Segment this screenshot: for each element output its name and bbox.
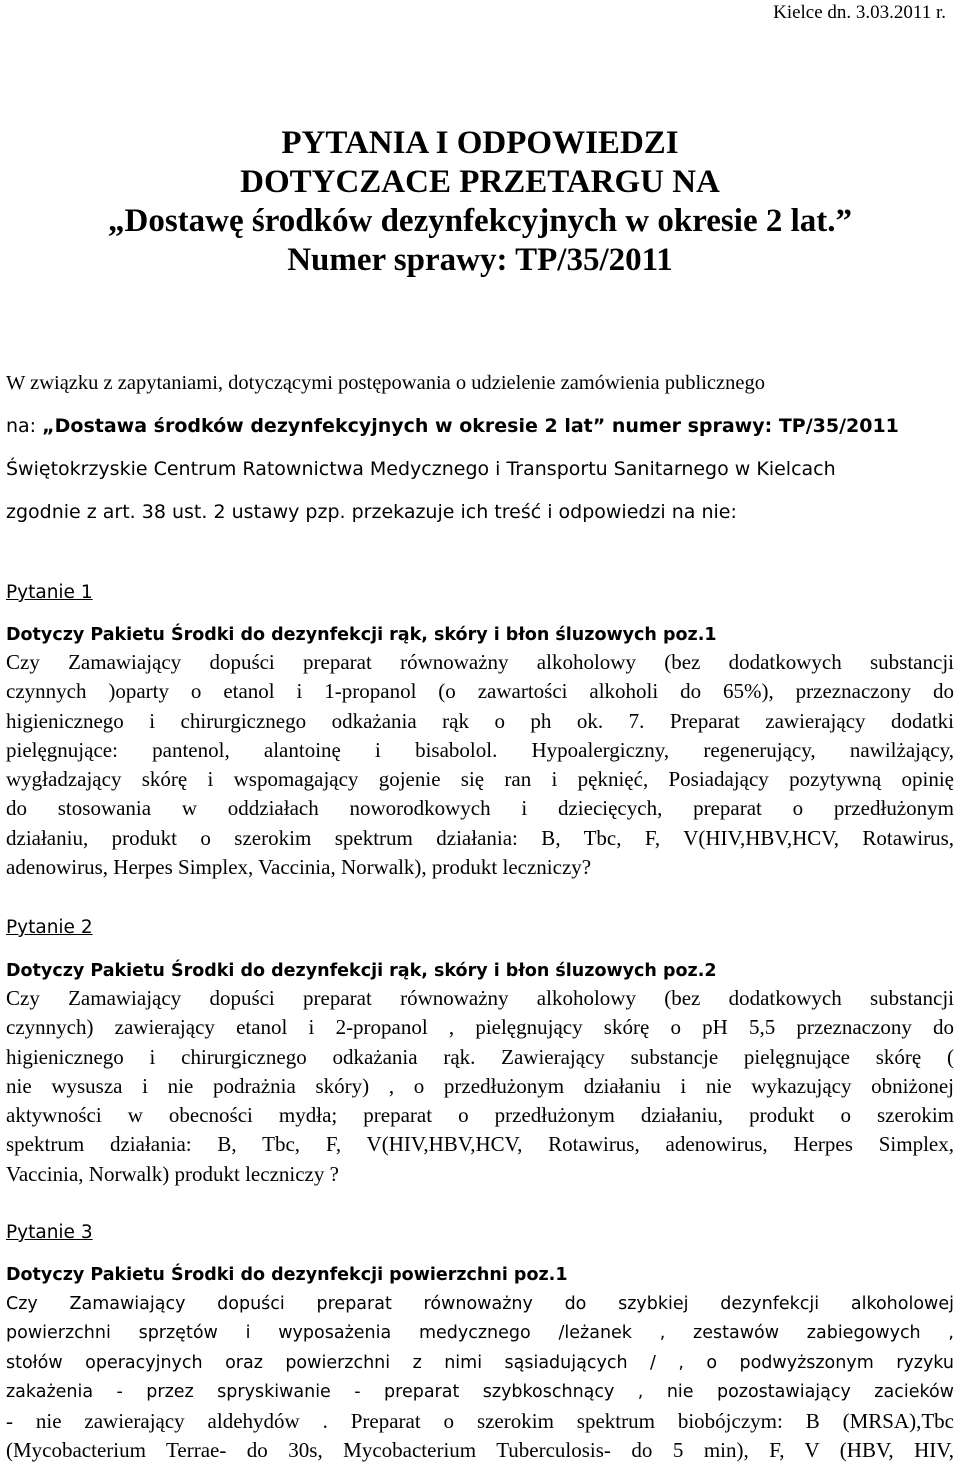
question-2-line: aktywności w obecności mydła; preparat o przedłużonym działaniu, produkt o szerokim xyxy=(6,1103,954,1128)
document-date: Kielce dn. 3.03.2011 r. xyxy=(773,2,946,23)
question-2-subheading: Dotyczy Pakietu Środki do dezynfekcji rąk, skóry i błon śluzowych poz.2 xyxy=(6,961,717,981)
question-2-line: nie wysusza i nie podrażnia skóry) , o przedłużonym działaniu i nie wykazujący obniżonej xyxy=(6,1073,954,1098)
question-3-subheading: Dotyczy Pakietu Środki do dezynfekcji powierzchni poz.1 xyxy=(6,1265,568,1285)
intro-line-1: W związku z zapytaniami, dotyczącymi postępowania o udzielenie zamówienia publicznego xyxy=(6,372,765,394)
document-title xyxy=(0,124,960,280)
question-2-line: Czy Zamawiający dopuści preparat równoważny alkoholowy (bez dodatkowych substancji xyxy=(6,986,954,1010)
question-1-line: do stosowania w oddziałach noworodkowych i dziecięcych, preparat o przedłużonym xyxy=(6,796,954,821)
intro-line-3: Świętokrzyskie Centrum Ratownictwa Medycznego i Transportu Sanitarnego w Kielcach xyxy=(6,458,836,480)
question-3-line: (Mycobacterium Terrae- do 30s, Mycobacterium Tuberculosis- do 5 min), F, V (HBV, HIV, xyxy=(6,1438,954,1463)
intro-line-4: zgodnie z art. 38 ust. 2 ustawy pzp. przekazuje ich treść i odpowiedzi na nie: xyxy=(6,501,737,523)
question-2-line: Vaccinia, Norwalk) produkt leczniczy ? xyxy=(6,1161,339,1186)
tender-name: „Dostawa środków dezynfekcyjnych w okresie 2 lat” numer sprawy: TP/35/2011 xyxy=(42,415,899,437)
question-2-line: spektrum działania: B, Tbc, F, V(HIV,HBV,HCV, Rotawirus, adenowirus, Herpes Simplex, xyxy=(6,1132,954,1157)
question-1-body xyxy=(6,648,954,882)
question-3-body xyxy=(6,1290,954,1466)
question-1-line: czynnych )oparty o etanol i 1-propanol (o zawartości alkoholi do 65%), przeznaczony do xyxy=(6,679,954,704)
question-2-line: czynnych) zawierający etanol i 2-propanol , pielęgnujący skórę o pH 5,5 przeznaczony do xyxy=(6,1015,954,1040)
question-1-line: działaniu, produkt o szerokim spektrum działania: B, Tbc, F, V(HIV,HBV,HCV, Rotawirus, xyxy=(6,825,954,850)
title-line-3: „Dostawę środków dezynfekcyjnych w okresie 2 lat.” xyxy=(108,203,852,239)
question-3-line: Czy Zamawiający dopuści preparat równoważny do szybkiej dezynfekcji alkoholowej xyxy=(6,1294,954,1314)
question-2-heading: Pytanie 2 xyxy=(6,917,93,938)
question-3-line: stołów operacyjnych oraz powierzchni z nimi sąsiadujących / , o podwyższonym ryzyku xyxy=(6,1352,954,1373)
question-1-line: adenowirus, Herpes Simplex, Vaccinia, Norwalk), produkt leczniczy? xyxy=(6,855,592,880)
title-line-1: PYTANIA I ODPOWIEDZI xyxy=(281,125,679,161)
intro-line-2-prefix: na: xyxy=(6,415,43,437)
question-3-line: - nie zawierający aldehydów . Preparat o szerokim spektrum biobójczym: B (MRSA),Tbc xyxy=(6,1409,954,1434)
intro-line-2 xyxy=(6,405,948,448)
question-1-line: pielęgnujące: pantenol, alantoinę i bisabolol. Hypoalergiczny, regenerujący, nawilżający, xyxy=(6,737,954,762)
question-3-line: powierzchni sprzętów i wyposażenia medycznego /leżanek , zestawów zabiegowych , xyxy=(6,1323,954,1344)
question-3-line: zakażenia - przez spryskiwanie - preparat szybkoschnący , nie pozostawiający zacieków xyxy=(6,1381,954,1402)
intro-paragraph xyxy=(6,362,948,534)
question-2-body xyxy=(6,984,954,1189)
question-1-line: higienicznego i chirurgicznego odkażania rąk o ph ok. 7. Preparat zawierający dodatki xyxy=(6,708,954,733)
question-1-line: Czy Zamawiający dopuści preparat równoważny alkoholowy (bez dodatkowych substancji xyxy=(6,650,954,674)
question-1-heading: Pytanie 1 xyxy=(6,582,93,603)
title-line-2: DOTYCZACE PRZETARGU NA xyxy=(240,164,720,200)
question-1-line: wygładzający skórę i wspomagający gojenie się ran i pęknięć, Posiadający pozytywną opinię xyxy=(6,767,954,792)
question-1-subheading: Dotyczy Pakietu Środki do dezynfekcji rąk, skóry i błon śluzowych poz.1 xyxy=(6,625,717,645)
question-2-line: higienicznego i chirurgicznego odkażania rąk. Zawierający substancje pielęgnujące skórę ( xyxy=(6,1044,954,1069)
title-line-4: Numer sprawy: TP/35/2011 xyxy=(287,242,673,278)
question-3-heading: Pytanie 3 xyxy=(6,1222,93,1243)
